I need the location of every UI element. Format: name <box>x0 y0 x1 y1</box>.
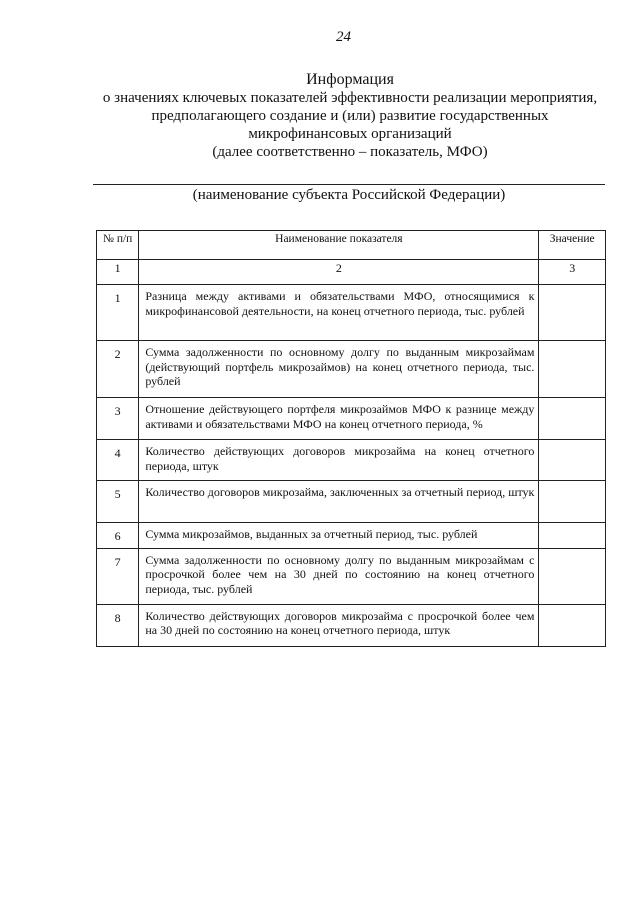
indicator-name: Количество договоров микрозайма, заключенных за отчетный период, штук <box>139 481 539 523</box>
table-row <box>97 440 606 481</box>
table-row <box>97 523 606 549</box>
title-line-1: о значениях ключевых показателей эффективности реализации мероприятия, <box>102 90 598 106</box>
row-number: 7 <box>97 548 139 604</box>
indicator-value[interactable] <box>539 285 606 341</box>
table-row <box>97 398 606 440</box>
indicator-name: Сумма микрозаймов, выданных за отчетный период, тыс. рублей <box>139 523 539 549</box>
table-row <box>97 548 606 604</box>
row-number: 5 <box>97 481 139 523</box>
table-row <box>97 285 606 341</box>
title-line-3: микрофинансовых организаций <box>248 126 452 142</box>
table-row <box>97 604 606 646</box>
header-name: Наименование показателя <box>139 231 539 260</box>
indicator-value[interactable] <box>539 604 606 646</box>
indicator-value[interactable] <box>539 440 606 481</box>
indicators-table <box>96 230 606 647</box>
indicator-value[interactable] <box>539 341 606 398</box>
indicator-name: Сумма задолженности по основному долгу по выданным микрозаймам с просрочкой более чем на 30 дней по состоянию на конец отчетного периода, тыс. рублей <box>139 548 539 604</box>
table-row <box>97 341 606 398</box>
header-value: Значение <box>539 231 606 260</box>
table-row <box>97 481 606 523</box>
column-number-row <box>97 260 606 285</box>
subject-underline <box>93 184 605 185</box>
row-number: 1 <box>97 285 139 341</box>
indicator-name: Количество действующих договоров микрозайма на конец отчетного периода, штук <box>139 440 539 481</box>
title-heading: Информация <box>306 71 394 88</box>
indicator-value[interactable] <box>539 481 606 523</box>
title-line-4: (далее соответственно – показатель, МФО) <box>212 144 488 160</box>
indicator-name: Отношение действующего портфеля микрозаймов МФО к разнице между активами и обязательствами МФО на конец отчетного периода, % <box>139 398 539 440</box>
row-number: 2 <box>97 341 139 398</box>
page-number: 24 <box>336 29 351 45</box>
row-number: 4 <box>97 440 139 481</box>
indicator-name: Количество действующих договоров микрозайма с просрочкой более чем на 30 дней по состоянию на конец отчетного периода, штук <box>139 604 539 646</box>
row-number: 3 <box>97 398 139 440</box>
row-number: 6 <box>97 523 139 549</box>
indicator-value[interactable] <box>539 523 606 549</box>
indicator-value[interactable] <box>539 398 606 440</box>
subject-caption: (наименование субъекта Российской Федерации) <box>192 187 506 203</box>
document-title <box>60 71 640 161</box>
indicator-name: Разница между активами и обязательствами МФО, относящимися к микрофинансовой деятельности, на конец отчетного периода, тыс. рублей <box>139 285 539 341</box>
title-line-2: предполагающего создание и (или) развитие государственных <box>151 108 549 124</box>
column-number-2: 2 <box>139 260 539 285</box>
column-number-1: 1 <box>97 260 139 285</box>
row-number: 8 <box>97 604 139 646</box>
indicator-value[interactable] <box>539 548 606 604</box>
indicator-name: Сумма задолженности по основному долгу по выданным микрозаймам (действующий портфель микрозаймов) на конец отчетного периода, тыс. рублей <box>139 341 539 398</box>
header-number: № п/п <box>97 231 139 260</box>
table-header-row <box>97 231 606 260</box>
column-number-3: 3 <box>539 260 606 285</box>
